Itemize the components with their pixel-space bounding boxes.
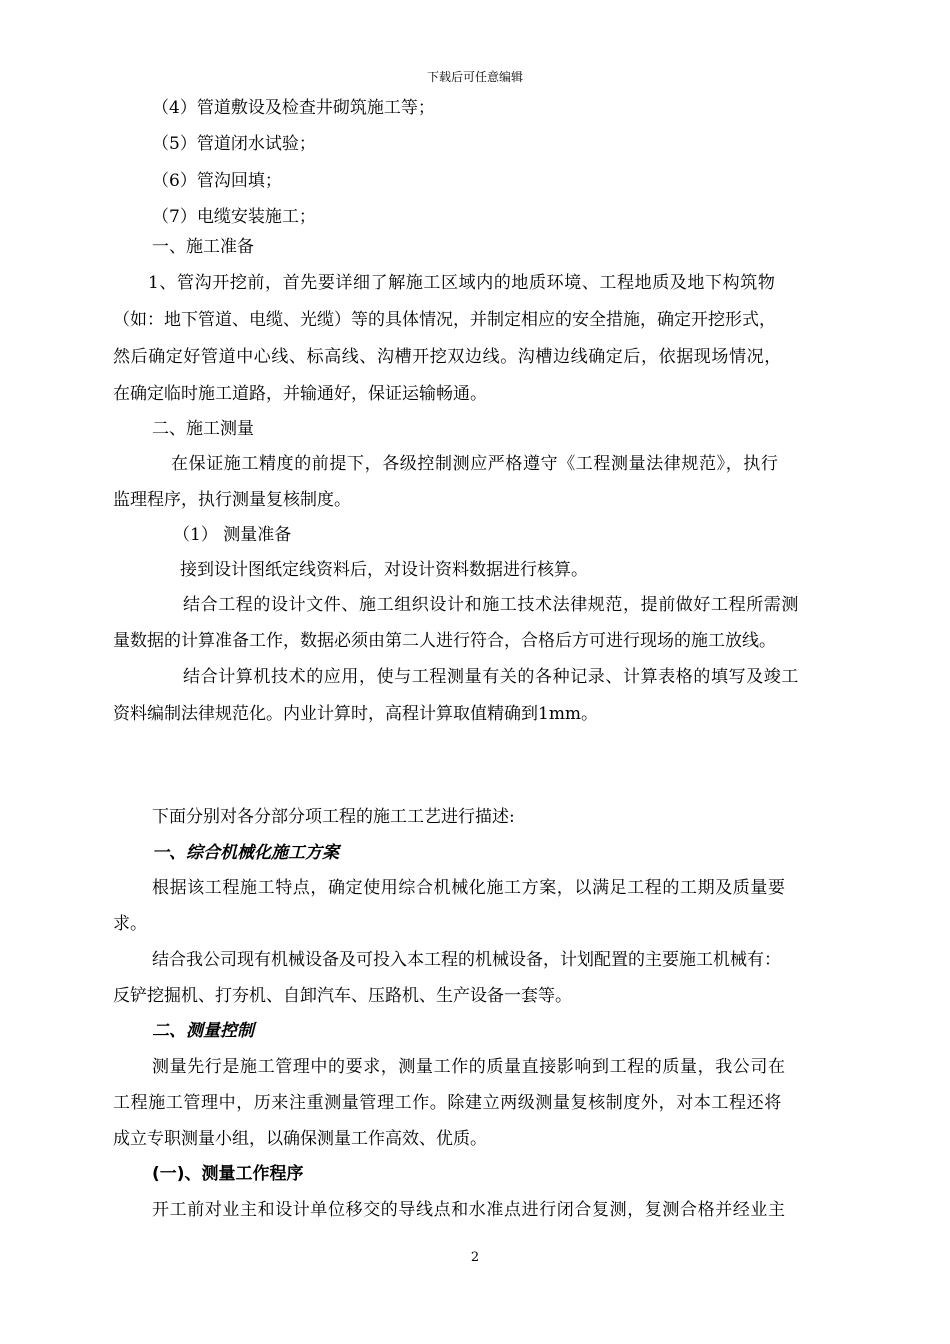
text-line: （7）电缆安装施工； — [152, 207, 316, 227]
text-line: 1、管沟开挖前，首先要详细了解施工区域内的地质环境、工程地质及地下构筑物 — [148, 273, 776, 293]
page-number: 2 — [470, 1250, 480, 1265]
text-line: 开工前对业主和设计单位移交的导线点和水准点进行闭合复测，复测合格并经业主 — [152, 1200, 786, 1220]
text-line: 结合工程的设计文件、施工组织设计和施工技术法律规范，提前做好工程所需测 — [183, 595, 799, 615]
text-line: 然后确定好管道中心线、标高线、沟槽开挖双边线。沟槽边线确定后，依据现场情况， — [113, 347, 782, 367]
text-line: 接到设计图纸定线资料后，对设计资料数据进行核算。 — [180, 560, 588, 580]
subsection-heading: （1） 测量准备 — [173, 525, 292, 545]
section-heading: 二、测量控制 — [152, 1021, 254, 1041]
text-line: 结合计算机技术的应用，使与工程测量有关的各种记录、计算表格的填写及竣工 — [183, 667, 799, 687]
section-heading: 一、施工准备 — [152, 237, 254, 257]
subsection-heading: (一)、测量工作程序 — [152, 1164, 304, 1184]
text-line: 根据该工程施工特点，确定使用综合机械化施工方案，以满足工程的工期及质量要 — [152, 878, 786, 898]
text-line: 成立专职测量小组，以确保测量工作高效、优质。 — [113, 1129, 487, 1149]
text-line: 工程施工管理中，历来注重测量管理工作。除建立两级测量复核制度外，对本工程还将 — [113, 1093, 782, 1113]
section-heading: 二、施工测量 — [152, 419, 254, 439]
text-line: 反铲挖掘机、打夯机、自卸汽车、压路机、生产设备一套等。 — [113, 986, 572, 1006]
text-line: 测量先行是施工管理中的要求，测量工作的质量直接影响到工程的质量，我公司在 — [152, 1057, 786, 1077]
text-line: 求。 — [113, 914, 147, 934]
text-line: （5）管道闭水试验； — [152, 134, 316, 154]
section-heading: 一、综合机械化施工方案 — [152, 843, 339, 863]
text-line: 下面分别对各分部分项工程的施工工艺进行描述: — [152, 807, 515, 827]
text-line: 量数据的计算准备工作，数据必须由第二人进行符合，合格后方可进行现场的施工放线。 — [113, 631, 776, 651]
text-line: （如：地下管道、电缆、光缆）等的具体情况，并制定相应的安全措施，确定开挖形式， — [113, 310, 776, 330]
text-line: 在确定临时施工道路，并输通好，保证运输畅通。 — [113, 384, 487, 404]
text-line: （6）管沟回填； — [152, 171, 282, 191]
text-line: 监理程序，执行测量复核制度。 — [113, 490, 351, 510]
text-line: 结合我公司现有机械设备及可投入本工程的机械设备，计划配置的主要施工机械有： — [152, 950, 781, 970]
text-line: （4）管道敷设及检查井砌筑施工等； — [152, 98, 435, 118]
text-line: 资料编制法律规范化。内业计算时，高程计算取值精确到1mm。 — [113, 704, 599, 724]
page-header: 下载后可任意编辑 — [426, 70, 523, 84]
text-line: 在保证施工精度的前提下，各级控制测应严格遵守《工程测量法律规范》，执行 — [171, 454, 779, 474]
